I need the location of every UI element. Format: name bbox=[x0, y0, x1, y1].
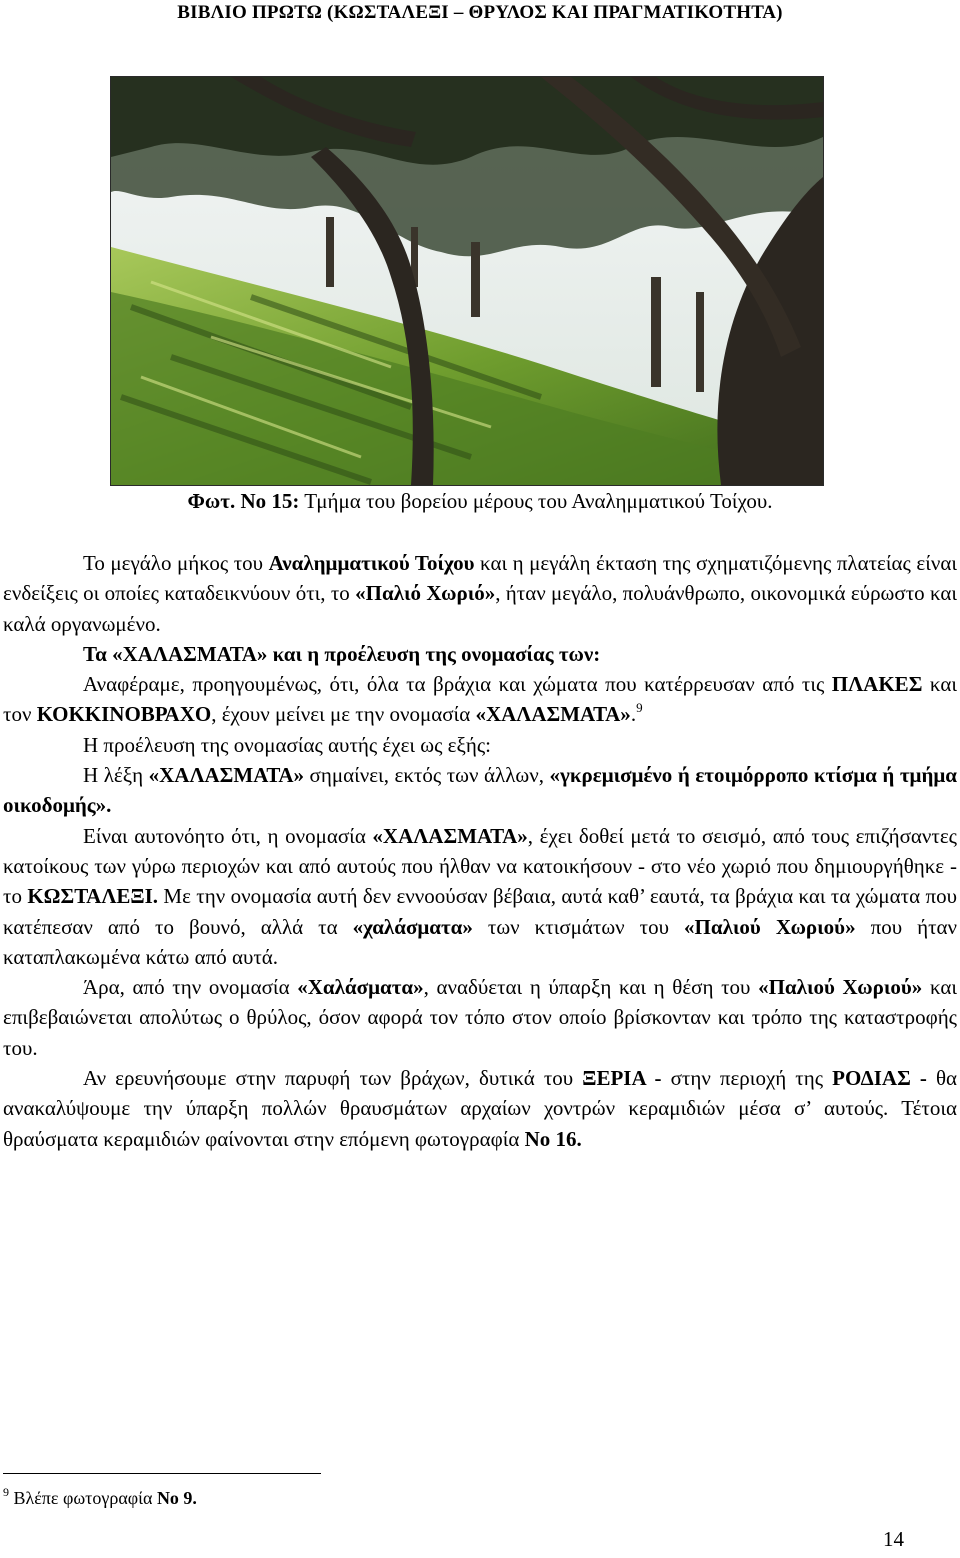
p1-bold-d: «Παλιό Χωριό» bbox=[355, 581, 496, 606]
olive-grove-photo bbox=[110, 76, 824, 486]
p2-text-c: και τον bbox=[3, 672, 957, 727]
p5-text-a: Είναι αυτονόητο ότι, η ονομασία bbox=[83, 823, 373, 848]
p5-bold-h: «Παλιού Χωριού» bbox=[684, 914, 856, 939]
p1-text-e: , ήταν μεγάλο, πολυάνθρωπο, οικονομικά εύρωστο και καλά οργανωμένο. bbox=[3, 581, 958, 636]
p6-bold-d: «Παλιού Χωριού» bbox=[758, 975, 923, 1000]
footnote-marker: 9 bbox=[636, 700, 643, 716]
p5-bold-d: ΚΩΣΤΑΛΕΞΙ. bbox=[27, 884, 159, 909]
p4-bold-b: «ΧΑΛΑΣΜΑΤΑ» bbox=[148, 763, 304, 788]
photo-caption bbox=[0, 489, 960, 514]
paragraph-3: Η προέλευση της ονομασίας αυτής έχει ως εξής: bbox=[83, 732, 491, 757]
p2-bold-b: ΠΛΑΚΕΣ bbox=[831, 672, 923, 697]
footnote-divider bbox=[3, 1473, 321, 1474]
p2-text-e: , έχουν μείνει με την ονομασία bbox=[211, 702, 476, 727]
p2-bold-f: «ΧΑΛΑΣΜΑΤΑ» bbox=[475, 702, 631, 727]
body-text bbox=[3, 548, 957, 1154]
p4-text-c: σημαίνει, εκτός των άλλων, bbox=[303, 763, 550, 788]
p5-text-g: των κτισμάτων του bbox=[472, 914, 685, 939]
p6-bold-b: «Χαλάσματα» bbox=[297, 975, 424, 1000]
p1-text-c: και η μεγάλη έκταση της σχηματιζόμενης πλατείας είναι ενδείξεις οι οποίες καταδεικνύουν ότι, το bbox=[3, 551, 958, 606]
footnote-ref: Νο 9. bbox=[156, 1488, 197, 1508]
section-heading bbox=[3, 639, 957, 669]
heading-text: Τα «ΧΑΛΑΣΜΑΤΑ» και η προέλευση της ονομασίας των: bbox=[83, 641, 601, 666]
p5-bold-b: «ΧΑΛΑΣΜΑΤΑ» bbox=[372, 823, 528, 848]
paragraph-7 bbox=[3, 1063, 957, 1154]
paragraph-4 bbox=[3, 760, 957, 821]
paragraph-5 bbox=[3, 821, 957, 972]
p6-text-e: και επιβεβαιώνεται απολύτως ο θρύλος, όσον αφορά τον τόπο στον οποίο βρίσκονταν και τρόπο της καταστροφής του. bbox=[3, 975, 957, 1060]
caption-text: Τμήμα του βορείου μέρους του Αναλημματικού Τοίχου. bbox=[299, 489, 773, 513]
p1-text-a: Το μεγάλο μήκος του bbox=[83, 551, 269, 575]
p7-bold-d: ΡΟΔΙΑΣ - bbox=[832, 1066, 927, 1091]
p4-bold-d: «γκρεμισμένο ή ετοιμόρροπο κτίσμα ή τμήμα οικοδομής». bbox=[3, 763, 957, 818]
p2-text-g: . bbox=[630, 702, 637, 727]
p6-text-a: Άρα, από την ονομασία bbox=[83, 975, 298, 1000]
p5-text-i: που ήταν καταπλακωμένα κάτω από αυτά. bbox=[3, 914, 958, 969]
olive-grove-illustration bbox=[111, 77, 823, 485]
p6-text-c: , αναδύεται η ύπαρξη και η θέση του bbox=[423, 975, 759, 1000]
p1-bold-b: Αναλημματικού Τοίχου bbox=[268, 551, 475, 575]
p7-text-c: στην περιοχή της bbox=[661, 1066, 833, 1091]
footnote-text: Βλέπε φωτογραφία bbox=[9, 1488, 157, 1508]
p7-bold-b: ΞΕΡΙΑ - bbox=[582, 1066, 662, 1091]
footnote-number: 9 bbox=[3, 1485, 9, 1499]
p4-text-a: Η λέξη bbox=[83, 763, 149, 788]
p5-bold-f: «χαλάσματα» bbox=[352, 914, 473, 939]
paragraph-6 bbox=[3, 972, 957, 1063]
page-number: 14 bbox=[883, 1527, 904, 1551]
p7-text-a: Αν ερευνήσουμε στην παρυφή των βράχων, δυτικά του bbox=[83, 1066, 583, 1091]
p2-bold-d: ΚΟΚΚΙΝΟΒΡΑΧΟ bbox=[36, 702, 212, 727]
p7-text-e: θα ανακαλύψουμε την ύπαρξη πολλών θραυσμάτων αρχαίων χοντρών κεραμιδιών μέσα σ’ αυτούς. Τέτοια θραύσματα κεραμιδιών φαίνονται στην επόμενη φωτογραφία bbox=[3, 1066, 958, 1151]
paragraph-2 bbox=[3, 669, 957, 730]
p5-text-e: Με την ονομασία αυτή δεν εννοούσαν βέβαια, αυτά καθ’ εαυτά, τα βράχια και τα χώματα που κατέπεσαν από το βουνό, αλλά τα bbox=[3, 884, 957, 939]
caption-label: Φωτ. Νο 15: bbox=[187, 489, 300, 513]
p7-bold-f: Νο 16. bbox=[524, 1126, 582, 1151]
paragraph-1 bbox=[3, 548, 957, 639]
footnote bbox=[3, 1485, 197, 1509]
running-header: ΒΙΒΛΙΟ ΠΡΩΤΩ (ΚΩΣΤΑΛΕΞΙ – ΘΡΥΛΟΣ ΚΑΙ ΠΡΑΓΜΑΤΙΚΟΤΗΤΑ) bbox=[177, 2, 783, 23]
p5-text-c: , έχει δοθεί μετά το σεισμό, από τους επιζήσαντες κατοίκους των γύρω περιοχών και από αυτούς που ήλθαν να κατοικήσουν - στο νέο χωριό που δημιουργήθηκε - το bbox=[3, 823, 957, 909]
p2-text-a: Αναφέραμε, προηγουμένως, ότι, όλα τα βράχια και χώματα που κατέρρευσαν από τις bbox=[83, 672, 832, 697]
